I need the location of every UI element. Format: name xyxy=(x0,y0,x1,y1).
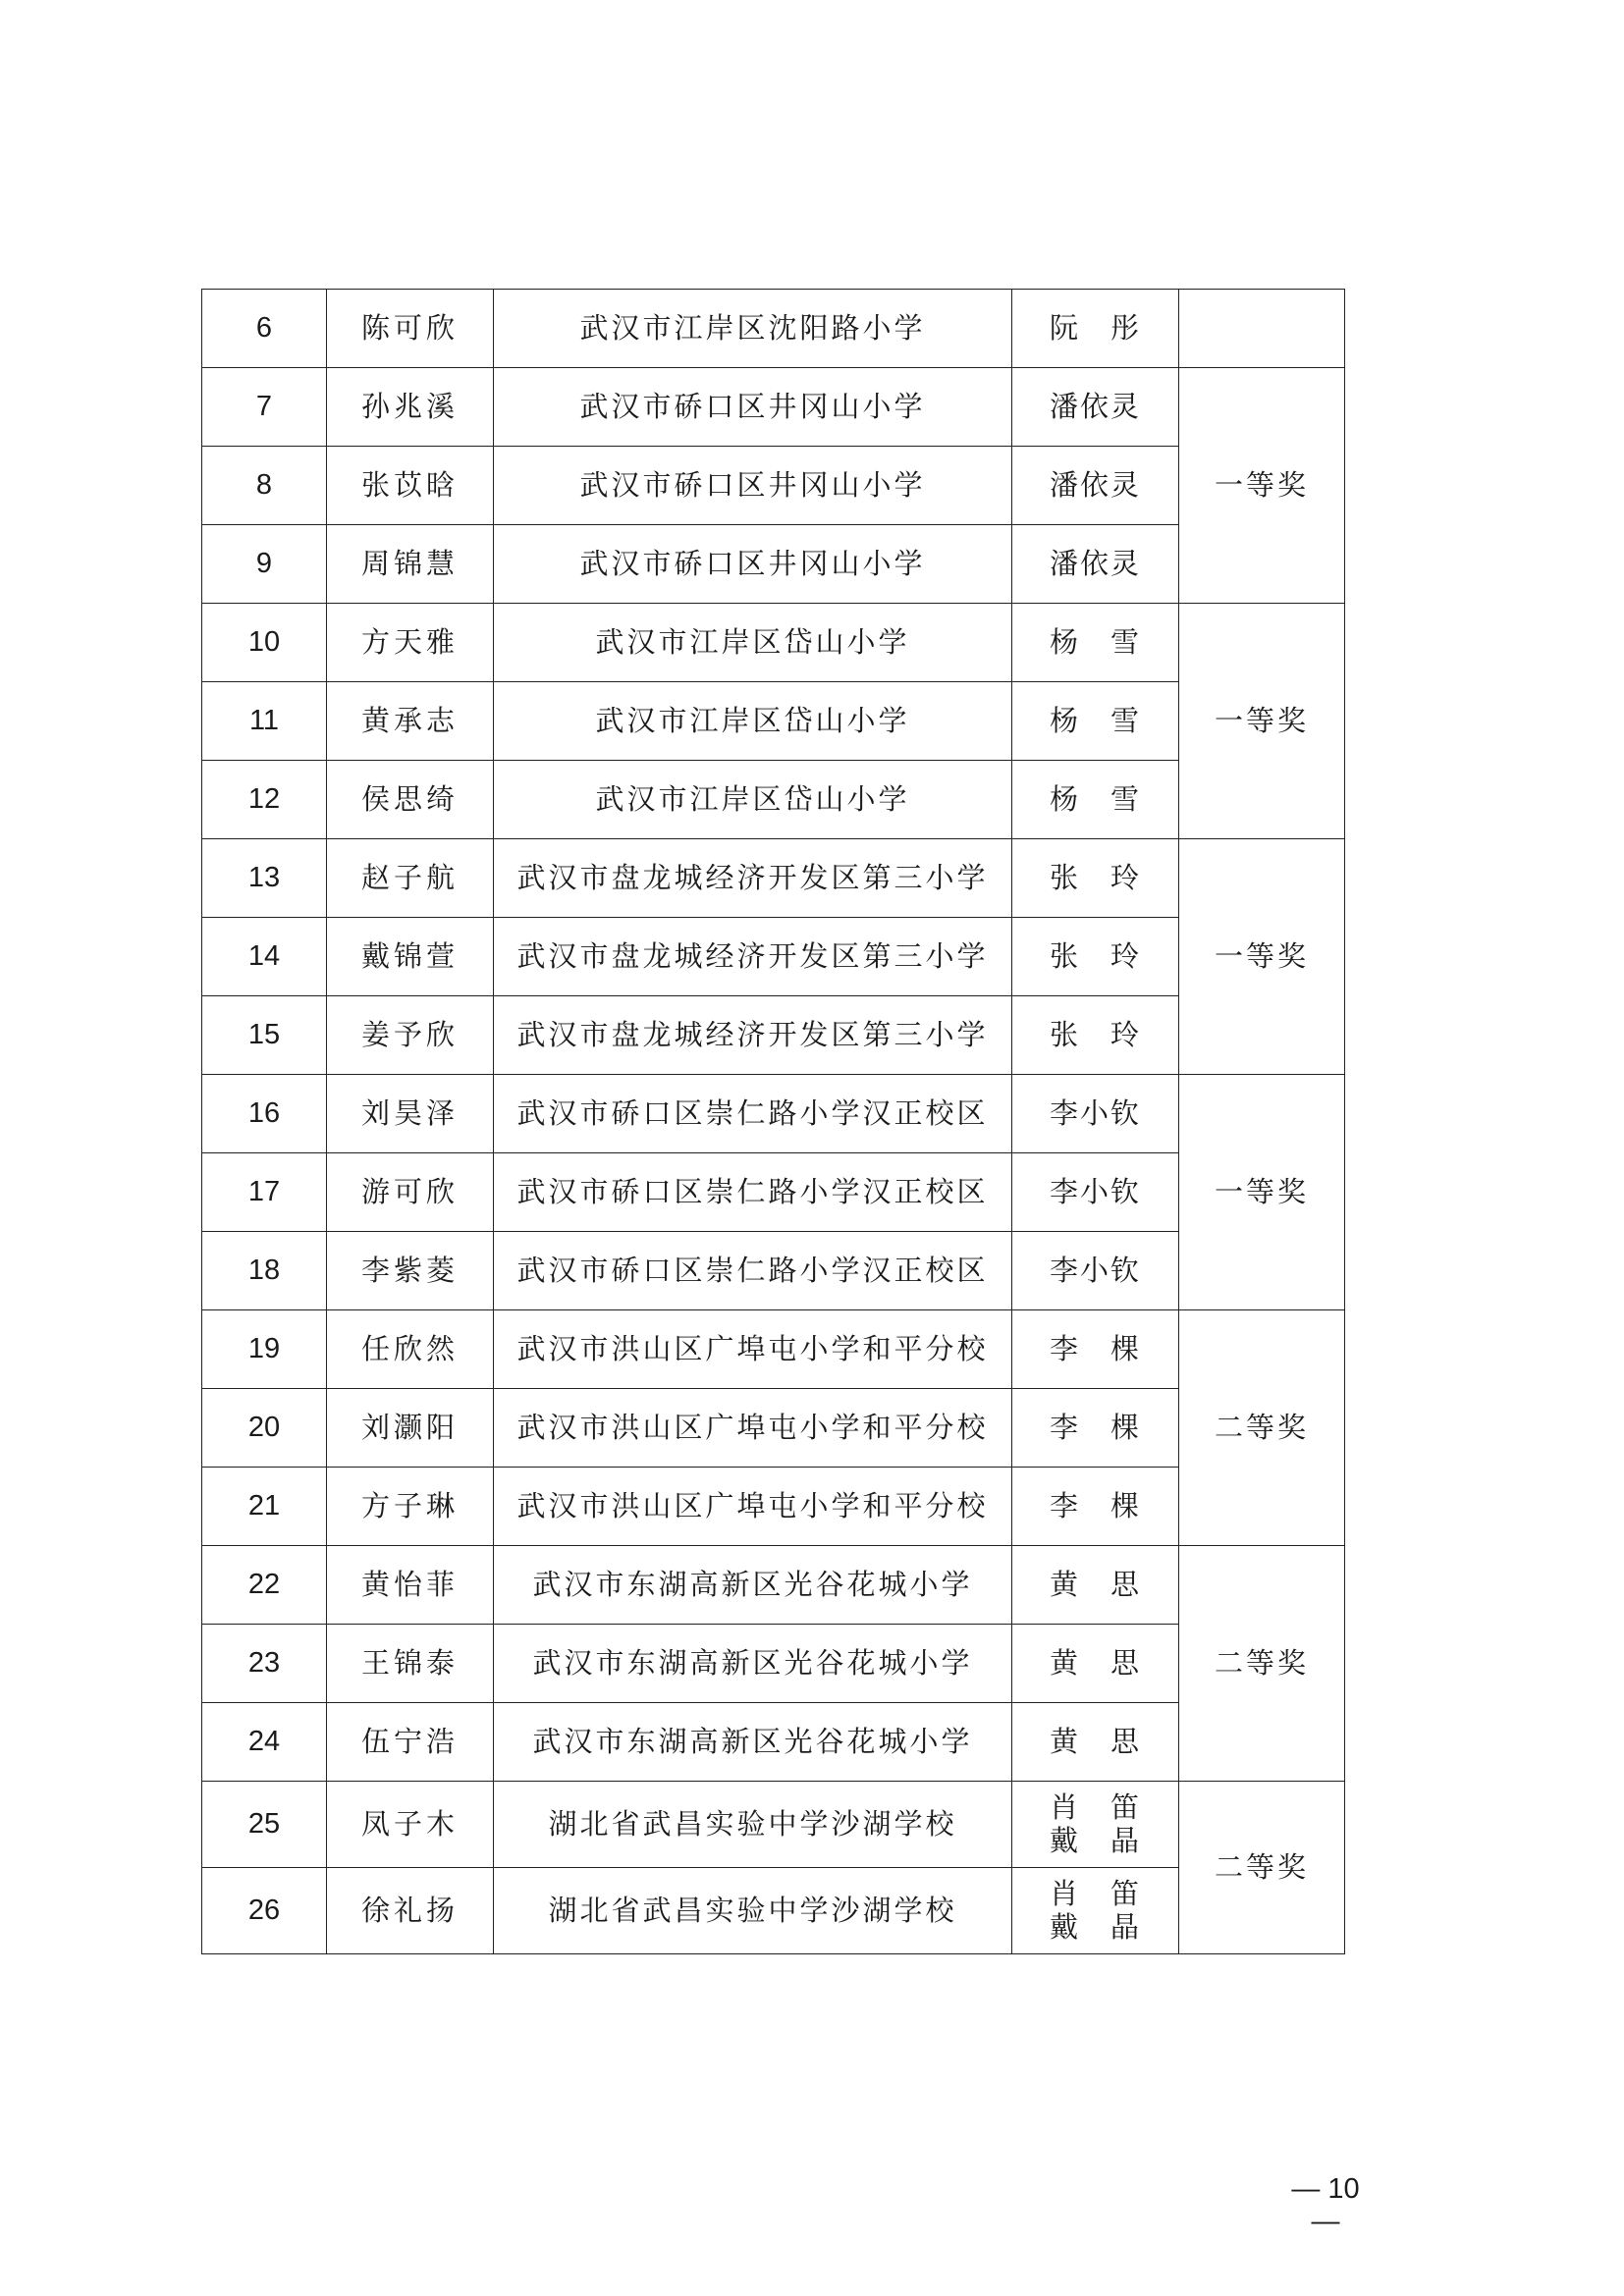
teacher-name-line: 肖 笛 xyxy=(1049,1790,1141,1825)
school-name: 武汉市硚口区井冈山小学 xyxy=(494,368,1012,447)
row-number: 12 xyxy=(202,761,327,839)
teacher-name xyxy=(1012,839,1179,918)
student-name: 刘灏阳 xyxy=(327,1389,494,1468)
student-name: 李紫菱 xyxy=(327,1232,494,1310)
student-name: 徐礼扬 xyxy=(327,1868,494,1954)
school-name: 武汉市硚口区井冈山小学 xyxy=(494,447,1012,525)
award-level: 一等奖 xyxy=(1179,839,1345,1075)
school-name: 武汉市东湖高新区光谷花城小学 xyxy=(494,1703,1012,1782)
table-row xyxy=(202,1310,1345,1389)
teacher-name-line: 戴 晶 xyxy=(1049,1909,1141,1944)
student-name: 黄怡菲 xyxy=(327,1546,494,1625)
row-number: 8 xyxy=(202,447,327,525)
row-number: 26 xyxy=(202,1868,327,1954)
teacher-name-line: 李小钦 xyxy=(1049,1253,1141,1287)
table-row xyxy=(202,761,1345,839)
table-row xyxy=(202,290,1345,368)
table-row xyxy=(202,1782,1345,1868)
teacher-name xyxy=(1012,1468,1179,1546)
school-name: 武汉市硚口区崇仁路小学汉正校区 xyxy=(494,1075,1012,1153)
award-level: 一等奖 xyxy=(1179,368,1345,604)
teacher-name xyxy=(1012,604,1179,682)
table-row xyxy=(202,525,1345,604)
row-number: 17 xyxy=(202,1153,327,1232)
table-row xyxy=(202,604,1345,682)
award-table xyxy=(201,289,1345,1954)
student-name: 伍宁浩 xyxy=(327,1703,494,1782)
award-level: 二等奖 xyxy=(1179,1310,1345,1546)
award-level: 一等奖 xyxy=(1179,1075,1345,1310)
teacher-name xyxy=(1012,1389,1179,1468)
row-number: 23 xyxy=(202,1625,327,1703)
teacher-name xyxy=(1012,290,1179,368)
row-number: 21 xyxy=(202,1468,327,1546)
award-level: 一等奖 xyxy=(1179,604,1345,839)
table-row xyxy=(202,839,1345,918)
table-row xyxy=(202,682,1345,761)
row-number: 15 xyxy=(202,996,327,1075)
page-number: — 10 — xyxy=(1291,2173,1360,2237)
teacher-name xyxy=(1012,1232,1179,1310)
table-row xyxy=(202,1232,1345,1310)
teacher-name xyxy=(1012,1782,1179,1868)
student-name: 方子琳 xyxy=(327,1468,494,1546)
table-row xyxy=(202,1075,1345,1153)
teacher-name xyxy=(1012,368,1179,447)
table-row xyxy=(202,1703,1345,1782)
school-name: 武汉市硚口区井冈山小学 xyxy=(494,525,1012,604)
teacher-name-line: 杨 雪 xyxy=(1049,781,1141,816)
school-name: 武汉市洪山区广埠屯小学和平分校 xyxy=(494,1310,1012,1389)
row-number: 20 xyxy=(202,1389,327,1468)
teacher-name-line: 戴 晶 xyxy=(1049,1823,1141,1857)
teacher-name xyxy=(1012,525,1179,604)
teacher-name-line: 李 棵 xyxy=(1049,1331,1141,1365)
school-name: 武汉市洪山区广埠屯小学和平分校 xyxy=(494,1468,1012,1546)
student-name: 方天雅 xyxy=(327,604,494,682)
table-row xyxy=(202,1546,1345,1625)
school-name: 武汉市硚口区崇仁路小学汉正校区 xyxy=(494,1232,1012,1310)
school-name: 武汉市盘龙城经济开发区第三小学 xyxy=(494,918,1012,996)
student-name: 赵子航 xyxy=(327,839,494,918)
row-number: 6 xyxy=(202,290,327,368)
row-number: 22 xyxy=(202,1546,327,1625)
school-name: 武汉市洪山区广埠屯小学和平分校 xyxy=(494,1389,1012,1468)
teacher-name-line: 张 玲 xyxy=(1049,860,1141,894)
teacher-name xyxy=(1012,1153,1179,1232)
teacher-name xyxy=(1012,761,1179,839)
teacher-name xyxy=(1012,682,1179,761)
student-name: 王锦泰 xyxy=(327,1625,494,1703)
teacher-name xyxy=(1012,1625,1179,1703)
award-cell-empty xyxy=(1179,290,1345,368)
school-name: 湖北省武昌实验中学沙湖学校 xyxy=(494,1782,1012,1868)
row-number: 11 xyxy=(202,682,327,761)
student-name: 任欣然 xyxy=(327,1310,494,1389)
school-name: 武汉市东湖高新区光谷花城小学 xyxy=(494,1625,1012,1703)
teacher-name-line: 李小钦 xyxy=(1049,1095,1141,1130)
row-number: 18 xyxy=(202,1232,327,1310)
teacher-name-line: 李小钦 xyxy=(1049,1174,1141,1208)
table-row xyxy=(202,1389,1345,1468)
teacher-name-line: 张 玲 xyxy=(1049,938,1141,973)
school-name: 湖北省武昌实验中学沙湖学校 xyxy=(494,1868,1012,1954)
teacher-name-line: 李 棵 xyxy=(1049,1410,1141,1444)
student-name: 侯思绮 xyxy=(327,761,494,839)
student-name: 刘昊泽 xyxy=(327,1075,494,1153)
teacher-name xyxy=(1012,1310,1179,1389)
teacher-name xyxy=(1012,1703,1179,1782)
row-number: 19 xyxy=(202,1310,327,1389)
student-name: 周锦慧 xyxy=(327,525,494,604)
row-number: 9 xyxy=(202,525,327,604)
row-number: 24 xyxy=(202,1703,327,1782)
teacher-name xyxy=(1012,1868,1179,1954)
teacher-name-line: 杨 雪 xyxy=(1049,624,1141,659)
school-name: 武汉市盘龙城经济开发区第三小学 xyxy=(494,996,1012,1075)
teacher-name-line: 潘依灵 xyxy=(1049,467,1141,502)
school-name: 武汉市江岸区沈阳路小学 xyxy=(494,290,1012,368)
student-name: 戴锦萱 xyxy=(327,918,494,996)
award-level: 二等奖 xyxy=(1179,1546,1345,1782)
school-name: 武汉市江岸区岱山小学 xyxy=(494,604,1012,682)
table-row xyxy=(202,447,1345,525)
student-name: 孙兆溪 xyxy=(327,368,494,447)
table-row xyxy=(202,1153,1345,1232)
teacher-name-line: 黄 思 xyxy=(1049,1645,1141,1680)
teacher-name xyxy=(1012,447,1179,525)
student-name: 姜予欣 xyxy=(327,996,494,1075)
student-name: 游可欣 xyxy=(327,1153,494,1232)
row-number: 7 xyxy=(202,368,327,447)
teacher-name-line: 李 棵 xyxy=(1049,1488,1141,1522)
school-name: 武汉市硚口区崇仁路小学汉正校区 xyxy=(494,1153,1012,1232)
teacher-name xyxy=(1012,1546,1179,1625)
row-number: 14 xyxy=(202,918,327,996)
row-number: 10 xyxy=(202,604,327,682)
teacher-name-line: 阮 彤 xyxy=(1049,310,1141,345)
student-name: 陈可欣 xyxy=(327,290,494,368)
teacher-name xyxy=(1012,1075,1179,1153)
table-row xyxy=(202,1468,1345,1546)
table-row xyxy=(202,918,1345,996)
student-name: 黄承志 xyxy=(327,682,494,761)
student-name: 张苡晗 xyxy=(327,447,494,525)
school-name: 武汉市盘龙城经济开发区第三小学 xyxy=(494,839,1012,918)
table-row xyxy=(202,1868,1345,1954)
school-name: 武汉市江岸区岱山小学 xyxy=(494,761,1012,839)
teacher-name-line: 张 玲 xyxy=(1049,1017,1141,1051)
teacher-name-line: 肖 笛 xyxy=(1049,1877,1141,1911)
row-number: 25 xyxy=(202,1782,327,1868)
teacher-name xyxy=(1012,918,1179,996)
school-name: 武汉市东湖高新区光谷花城小学 xyxy=(494,1546,1012,1625)
teacher-name-line: 杨 雪 xyxy=(1049,703,1141,737)
table-row xyxy=(202,1625,1345,1703)
teacher-name-line: 潘依灵 xyxy=(1049,389,1141,423)
student-name: 凤子木 xyxy=(327,1782,494,1868)
row-number: 16 xyxy=(202,1075,327,1153)
teacher-name-line: 潘依灵 xyxy=(1049,546,1141,580)
award-level: 二等奖 xyxy=(1179,1782,1345,1954)
teacher-name xyxy=(1012,996,1179,1075)
teacher-name-line: 黄 思 xyxy=(1049,1724,1141,1758)
row-number: 13 xyxy=(202,839,327,918)
table-row xyxy=(202,996,1345,1075)
school-name: 武汉市江岸区岱山小学 xyxy=(494,682,1012,761)
teacher-name-line: 黄 思 xyxy=(1049,1567,1141,1601)
table-row xyxy=(202,368,1345,447)
